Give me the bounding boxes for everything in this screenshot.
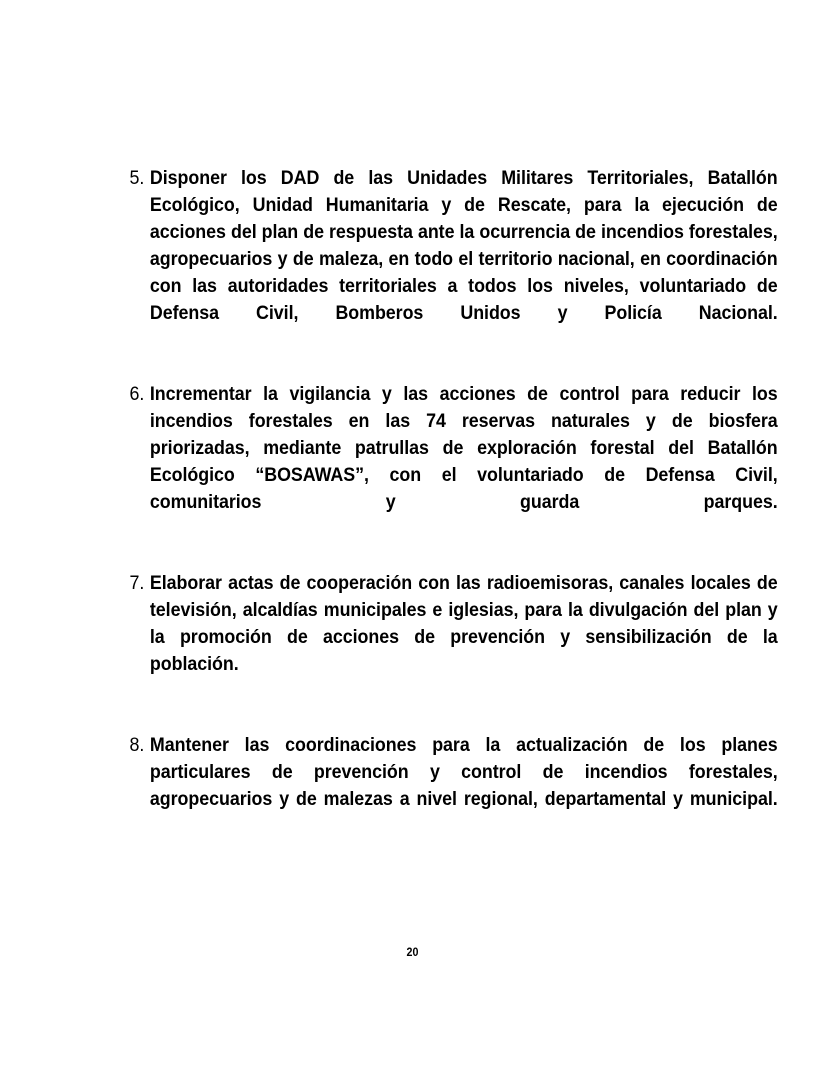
clause-marker-7: 7. — [129, 573, 145, 594]
numbered-clause-list — [122, 165, 778, 840]
clause-item-8 — [122, 732, 778, 840]
clause-marker-5: 5. — [129, 168, 145, 189]
clause-text-8: Mantener las coordinaciones para la actualización de los planes particulares de prevención y control de incendios forestales, agropecuarios y de malezas a nivel regional, departamental y municipal. — [149, 735, 778, 810]
clause-item-5 — [122, 165, 778, 354]
page-number: 20 — [406, 947, 419, 959]
clause-item-7 — [122, 570, 778, 705]
clause-text-7: Elaborar actas de cooperación con las radioemisoras, canales locales de televisión, alcaldías municipales e iglesias, para la divulgación del plan y la promoción de acciones de prevención y sensibilización de la población. — [149, 573, 778, 675]
clause-marker-8: 8. — [129, 735, 145, 756]
clause-marker-6: 6. — [129, 384, 145, 405]
clause-item-6 — [122, 381, 778, 543]
document-body — [122, 165, 778, 840]
clause-text-6: Incrementar la vigilancia y las acciones de control para reducir los incendios forestales en las 74 reservas naturales y de biosfera priorizadas, mediante patrullas de exploración forestal del Batallón Ecológico “BOSAWAS”, con el voluntariado de Defensa Civil, comunitarios y guarda parques. — [149, 384, 778, 513]
clause-text-5: Disponer los DAD de las Unidades Militares Territoriales, Batallón Ecológico, Unidad Humanitaria y de Rescate, para la ejecución de acciones del plan de respuesta ante la ocurrencia de incendios forestales, agropecuarios y de maleza, en todo el territorio nacional, en coordinación con las autoridades territoriales a todos los niveles, voluntariado de Defensa Civil, Bomberos Unidos y Policía Nacional. — [149, 168, 778, 324]
